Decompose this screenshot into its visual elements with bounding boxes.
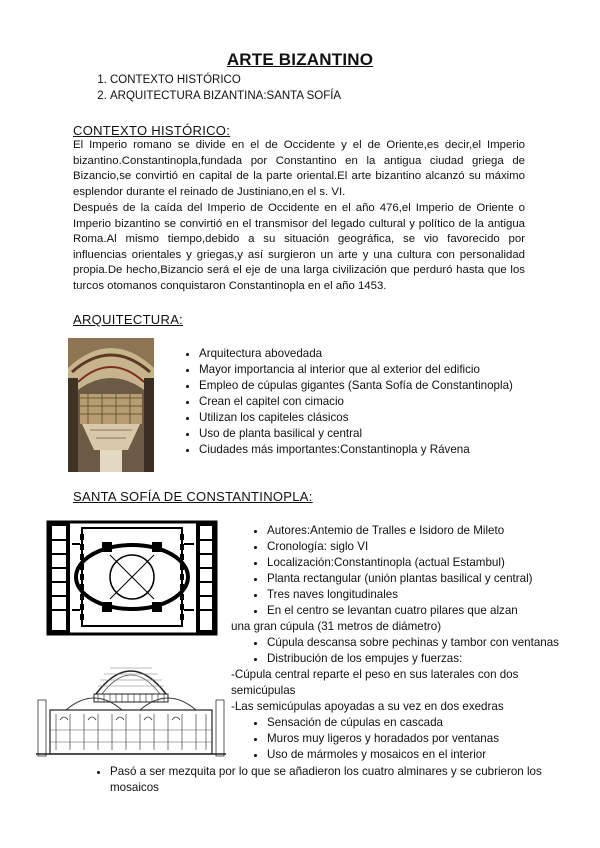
santa-sofia-list-3 [249, 715, 499, 763]
toc-item: 1. CONTEXTO HISTÓRICO [110, 72, 341, 88]
santa-sofia-list-1-container [249, 523, 533, 619]
capital-image-icon [68, 338, 154, 472]
santa-sofia-list-3-container [249, 715, 499, 763]
contexto-paragraph-2: Después de la caída del Imperio de Occidente en el año 476,el Imperio de Oriente o Imperio bizantino se convirtió en el transmisor del legado cultural y político de la antigua Roma.Al mismo tiempo,debido a su situación geográfica, se vio favorecido por influencias orientales y griegas,y así surgieron un arte y una cultura con personalidad propia.De hecho,Bizancio será el eje de una larga civilización que perduró hasta que los turcos otomanos conquistaron Constantinopla en el año 1453. [73, 202, 525, 292]
list-item: • Cúpula descansa sobre pechinas y tambor con ventanas [267, 635, 559, 651]
list-item: • Empleo de cúpulas gigantes (Santa Sofía de Constantinopla) [199, 378, 513, 394]
section-elevation-drawing [36, 650, 226, 760]
capital-photo [68, 338, 154, 472]
list-item: • Autores:Antemio de Tralles e Isidoro de Mileto [267, 523, 533, 539]
santa-sofia-list-2-container [249, 635, 559, 667]
section-heading-contexto: CONTEXTO HISTÓRICO: [73, 123, 231, 138]
elevation-icon [36, 650, 226, 760]
floor-plan-icon [42, 514, 220, 640]
arquitectura-list-container [181, 346, 513, 458]
list-item: • Pasó a ser mezquita por lo que se añadieron los cuatro alminares y se cubrieron los mosaicos [110, 764, 552, 796]
list-item: • Crean el capitel con cimacio [199, 394, 513, 410]
list-item: • En el centro se levantan cuatro pilares que alzan [267, 603, 533, 619]
santa-sofia-dash-2: -Las semicúpulas apoyadas a su vez en dos exedras [231, 700, 504, 713]
santa-sofia-continuation: una gran cúpula (31 metros de diámetro) [231, 620, 442, 633]
section-heading-arquitectura: ARQUITECTURA: [73, 312, 184, 327]
list-item: • Tres naves longitudinales [267, 587, 533, 603]
santa-sofia-final-list [92, 764, 552, 796]
list-item: • Planta rectangular (unión plantas basilical y central) [267, 571, 533, 587]
table-of-contents [92, 72, 341, 104]
list-item: • Sensación de cúpulas en cascada [267, 715, 499, 731]
toc-item: 2. ARQUITECTURA BIZANTINA:SANTA SOFÍA [110, 88, 341, 104]
section-heading-santa-sofia: SANTA SOFÍA DE CONSTANTINOPLA: [73, 489, 313, 504]
list-item: • Uso de mármoles y mosaicos en el interior [267, 747, 499, 763]
list-item: • Cronología: siglo VI [267, 539, 533, 555]
list-item: • Mayor importancia al interior que al exterior del edificio [199, 362, 513, 378]
santa-sofia-dash-1b: semicúpulas [231, 684, 296, 697]
santa-sofia-final-container [92, 764, 552, 796]
list-item: • Muros muy ligeros y horadados por ventanas [267, 731, 499, 747]
arquitectura-list [181, 346, 513, 458]
list-item: • Ciudades más importantes:Constantinopla y Rávena [199, 442, 513, 458]
santa-sofia-dash-1a: -Cúpula central reparte el peso en sus laterales con dos [231, 668, 519, 681]
list-item: • Arquitectura abovedada [199, 346, 513, 362]
list-item: • Distribución de los empujes y fuerzas: [267, 651, 559, 667]
list-item: • Utilizan los capiteles clásicos [199, 410, 513, 426]
page-title: ARTE BIZANTINO [226, 50, 374, 69]
santa-sofia-list-1 [249, 523, 533, 619]
contexto-paragraph-1: El Imperio romano se divide en el de Occidente y el de Oriente,es decir,el Imperio bizantino.Constantinopla,fundada por Constantino en la antigua ciudad griega de Bizancio,se convirtió en capital de la parte oriental.El arte bizantino alcanzó su máximo esplendor durante el reinado de Justiniano,en el s. VI. [73, 139, 525, 198]
list-item: • Localización:Constantinopla (actual Estambul) [267, 555, 533, 571]
floor-plan-drawing [42, 514, 220, 640]
santa-sofia-list-2 [249, 635, 559, 667]
list-item: • Uso de planta basilical y central [199, 426, 513, 442]
